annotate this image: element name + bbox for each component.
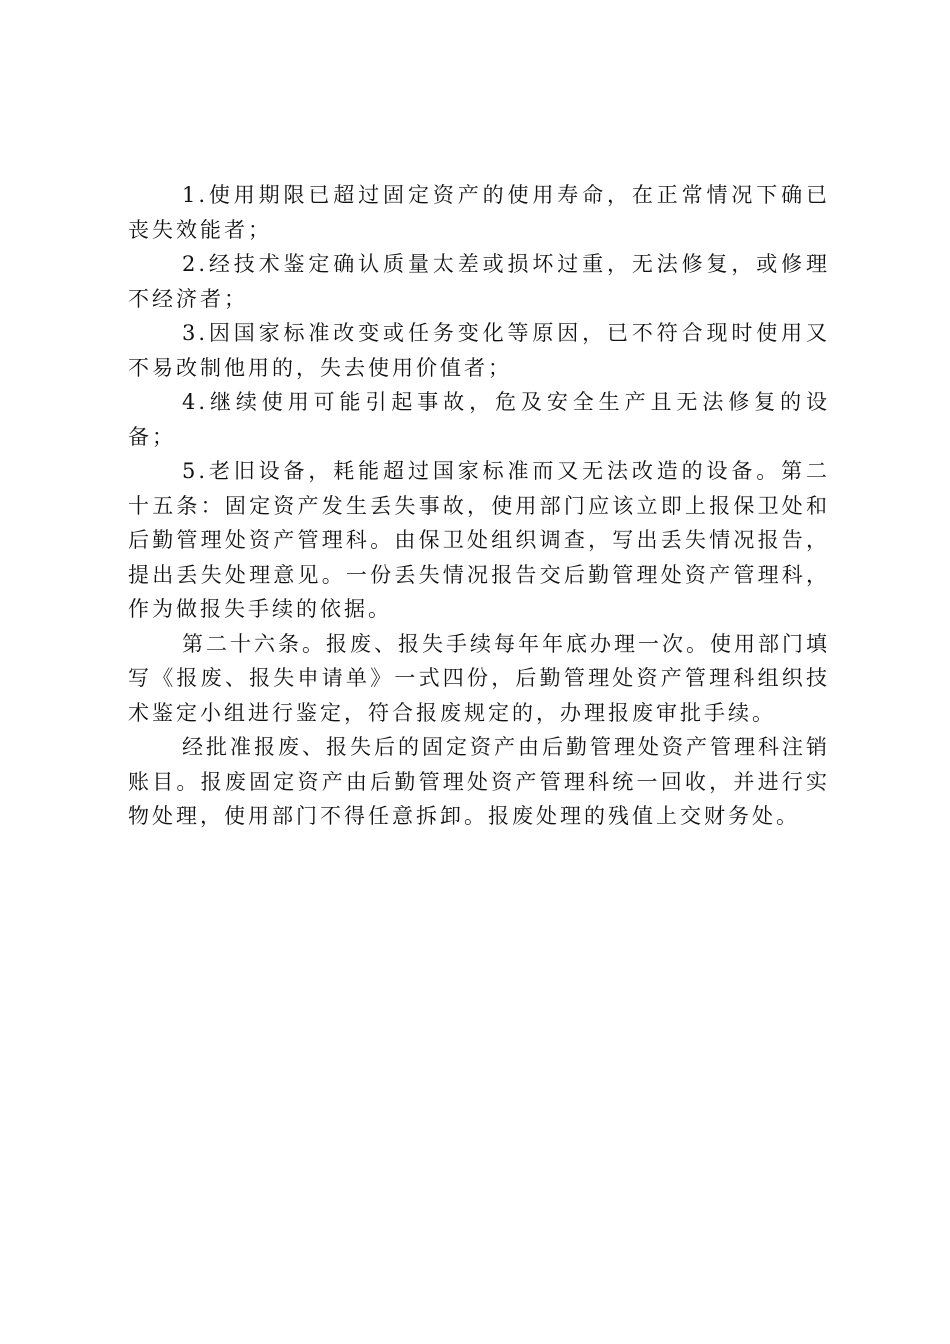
paragraph-article-26: 第二十六条。报废、报失手续每年年底办理一次。使用部门填写《报废、报失申请单》一式四份，后勤管理处资产管理科组织技术鉴定小组进行鉴定，符合报废规定的，办理报废审批手续。: [128, 631, 830, 725]
paragraph-item-5-article-25: 5.老旧设备，耗能超过国家标准而又无法改造的设备。第二十五条：固定资产发生丢失事故，使用部门应该立即上报保卫处和后勤管理处资产管理科。由保卫处组织调查，写出丢失情况报告，提出丢失处理意见。一份丢失情况报告交后勤管理处资产管理科，作为做报失手续的依据。: [128, 459, 830, 621]
document-body: [128, 178, 830, 834]
paragraph-item-1: 1.使用期限已超过固定资产的使用寿命，在正常情况下确已丧失效能者；: [128, 183, 830, 242]
paragraph-item-2: 2.经技术鉴定确认质量太差或损坏过重，无法修复，或修理不经济者；: [128, 252, 830, 311]
paragraph-item-4: 4.继续使用可能引起事故，危及安全生产且无法修复的设备；: [128, 390, 830, 449]
paragraph-item-3: 3.因国家标准改变或任务变化等原因，已不符合现时使用又不易改制他用的，失去使用价值者；: [128, 321, 830, 380]
paragraph-write-off: 经批准报废、报失后的固定资产由后勤管理处资产管理科注销账目。报废固定资产由后勤管理处资产管理科统一回收，并进行实物处理，使用部门不得任意拆卸。报废处理的残值上交财务处。: [128, 735, 830, 828]
